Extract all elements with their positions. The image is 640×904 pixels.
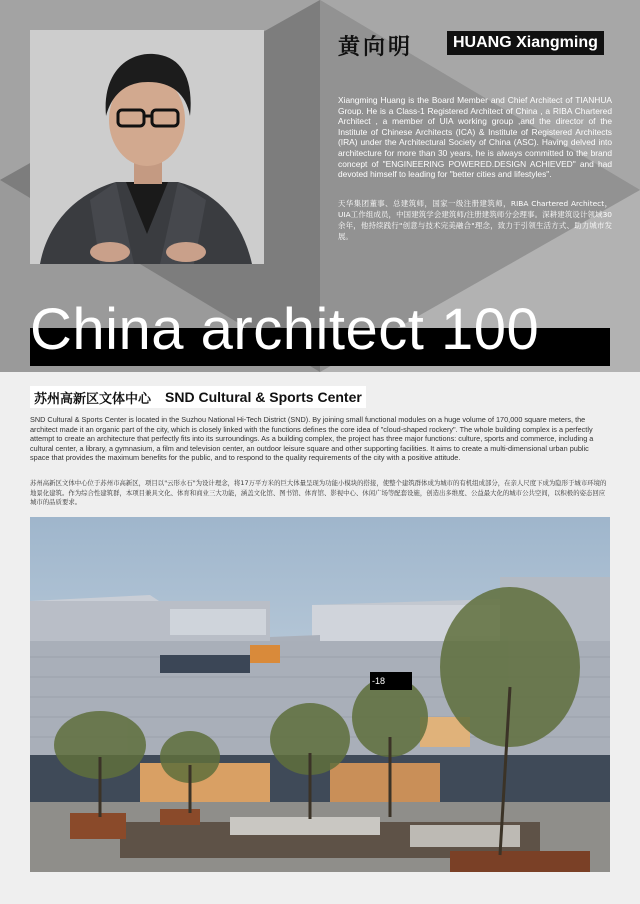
architect-name-cn: 黄向明: [338, 35, 414, 60]
project-description-en: SND Cultural & Sports Center is located in the Suzhou National Hi-Tech District (SND). By joining small functional modules on a huge volume of 170,000 square meters, the architect made it an organic part of the city, which is closely linked with the functions defines the core idea of "cloud-shaped rockery". The whole building complex is a perfectly attempt to create an architecture that perfectly fits into its surroundings. As a building complex, the project has three major functions: culture, sports and commerce, including a cultural center, a library, a gymnasium, a film and television center, an outdoor leisure square and other supporting facilities. It aims to create a multi-dimensional urban public space that provides the maximum benefits for the public, and to respond to the quality requirements of the city with a positive attitude.: [30, 415, 594, 462]
banner-title: China architect 100: [30, 297, 540, 362]
project-title-en: SND Cultural & Sports Center: [165, 389, 362, 405]
architect-name-en: HUANG Xiangming: [447, 31, 604, 55]
project-description-cn: 苏州高新区文体中心位于苏州市高新区，项目以"云形水石"为设计理念，将17万平方米的巨大体量呈现为功能小模块的搭接，使整个建筑群体成为城市的有机组成部分，在亲人尺度下成为隐形于城市环境的地景化建筑。作为综合性建筑群，本项目兼具文化、体育和商业三大功能，涵盖文化馆、图书馆、体育馆、影视中心、休闲广场等配套设施，创造出多维度、公益最大化的城市公共空间，以积极的姿态回应城市的品质要求。: [30, 479, 607, 507]
project-photo: [30, 517, 610, 872]
architect-bio-en: Xiangming Huang is the Board Member and Chief Architect of TIANHUA Group. He is a Class-1 Registered Architect of China , a RIBA Chartered Architect , a member of UIA working group ,and the director of the Institute of Chinese Architects (ICA) & Institute of Registered Architects (IRA) under the Architectural Society of China (ASC). Having delved into architecture for more than 30 years, he is always committed to the brand concept of "ENGINEERING POWERED.DESIGN ACHIEVED" and had devoted himself to leading for "better cities and lifestyles".: [338, 95, 612, 180]
architect-portrait: [30, 30, 264, 264]
banner: [30, 297, 610, 366]
photo-tag: -18: [370, 672, 412, 690]
project-header: [30, 386, 366, 408]
project-title-cn: 苏州高新区文体中心: [34, 391, 152, 407]
architect-bio-cn: 天华集团董事、总建筑师，国家一级注册建筑师，RIBA Chartered Architect，UIA工作组成员，中国建筑学会建筑师/注册建筑师分会理事。深耕建筑设计领域30余年，他持续践行"创意与技术完美融合"理念，致力于引领生活方式、助力城市发展。: [338, 199, 612, 241]
architect-panel: [0, 0, 640, 372]
